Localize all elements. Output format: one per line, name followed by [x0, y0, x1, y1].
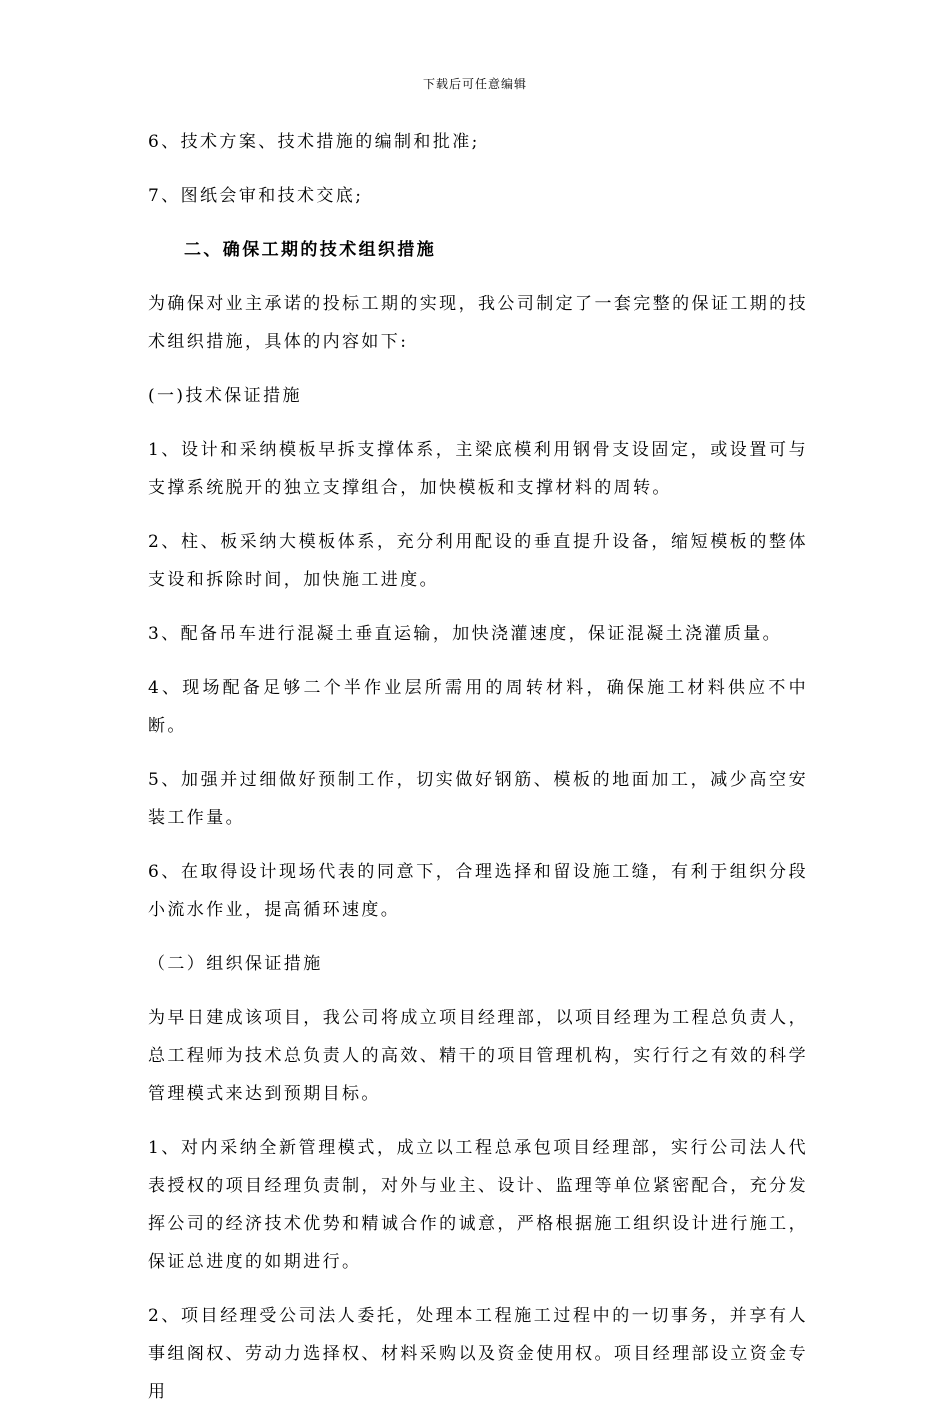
organization-item-1: 1、对内采纳全新管理模式，成立以工程总承包项目经理部，实行公司法人代表授权的项目经理负责制，对外与业主、设计、监理等单位紧密配合，充分发挥公司的经济技术优势和精诚合作的诚意，严格根据施工组织设计进行施工，保证总进度的如期进行。	[148, 1138, 808, 1272]
technical-item-5: 5、加强并过细做好预制工作，切实做好钢筋、模板的地面加工，减少高空安装工作量。	[148, 770, 808, 828]
technical-item-6: 6、在取得设计现场代表的同意下，合理选择和留设施工缝，有利于组织分段小流水作业，提高循环速度。	[148, 862, 808, 920]
section-intro: 为确保对业主承诺的投标工期的实现，我公司制定了一套完整的保证工期的技术组织措施，具体的内容如下:	[148, 294, 808, 352]
organization-item-2: 2、项目经理受公司法人委托，处理本工程施工过程中的一切事务，并享有人事组阁权、劳动力选择权、材料采购以及资金使用权。项目经理部设立资金专用	[148, 1306, 808, 1402]
list-item-6: 6、技术方案、技术措施的编制和批准;	[148, 132, 480, 152]
page-header: 下载后可任意编辑	[422, 77, 527, 91]
technical-item-1: 1、设计和采纳模板早拆支撑体系，主梁底模利用钢骨支设固定，或设置可与支撑系统脱开的独立支撑组合，加快模板和支撑材料的周转。	[148, 440, 808, 498]
technical-item-4: 4、现场配备足够二个半作业层所需用的周转材料，确保施工材料供应不中断。	[148, 678, 808, 736]
document-body	[148, 123, 808, 1427]
subsection-title-technical: (一)技术保证措施	[148, 386, 302, 406]
organization-intro: 为早日建成该项目，我公司将成立项目经理部，以项目经理为工程总负责人，总工程师为技术总负责人的高效、精干的项目管理机构，实行行之有效的科学管理模式来达到预期目标。	[148, 1008, 808, 1104]
section-heading: 二、确保工期的技术组织措施	[184, 240, 437, 260]
technical-item-2: 2、柱、板采纳大模板体系，充分利用配设的垂直提升设备，缩短模板的整体支设和拆除时间，加快施工进度。	[148, 532, 808, 590]
list-item-7: 7、图纸会审和技术交底;	[148, 186, 364, 206]
subsection-title-organization: （二）组织保证措施	[148, 954, 323, 974]
technical-item-3: 3、配备吊车进行混凝土垂直运输，加快浇灌速度，保证混凝土浇灌质量。	[148, 624, 783, 644]
